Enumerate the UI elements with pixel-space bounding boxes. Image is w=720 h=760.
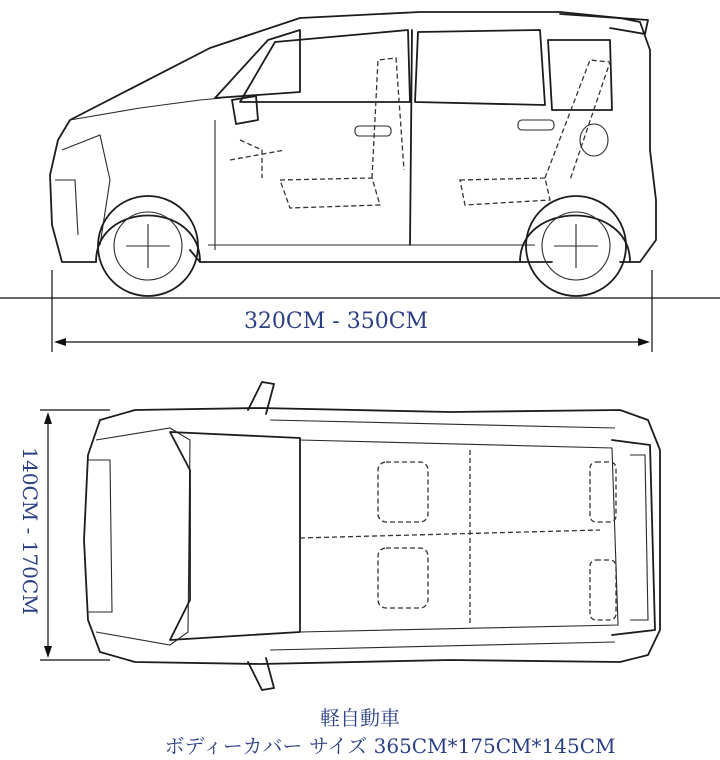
vehicle-type-caption: 軽自動車: [320, 706, 400, 730]
rear-lights: [630, 455, 648, 620]
cabin-divider: [300, 450, 600, 625]
top-mirror-left: [248, 382, 274, 414]
width-dimension-label: 140CM - 170CM: [18, 447, 42, 615]
rear-right-seat: [590, 560, 616, 620]
roof-rail-lower: [270, 642, 615, 650]
width-arrow-top: [44, 412, 52, 424]
front-right-seat: [378, 548, 428, 608]
top-mirror-right: [248, 658, 274, 690]
cover-size-caption: ボディーカバー サイズ 365CM*175CM*145CM: [164, 734, 616, 758]
rear-left-seat: [590, 462, 616, 522]
length-dimension-label: 320CM - 350CM: [243, 309, 429, 334]
roof-rail-upper: [270, 420, 615, 428]
front-left-seat: [378, 462, 428, 522]
roof-panel: [300, 440, 618, 632]
front-grille: [88, 460, 112, 612]
rear-end: [612, 440, 655, 635]
width-arrow-bottom: [44, 646, 52, 658]
